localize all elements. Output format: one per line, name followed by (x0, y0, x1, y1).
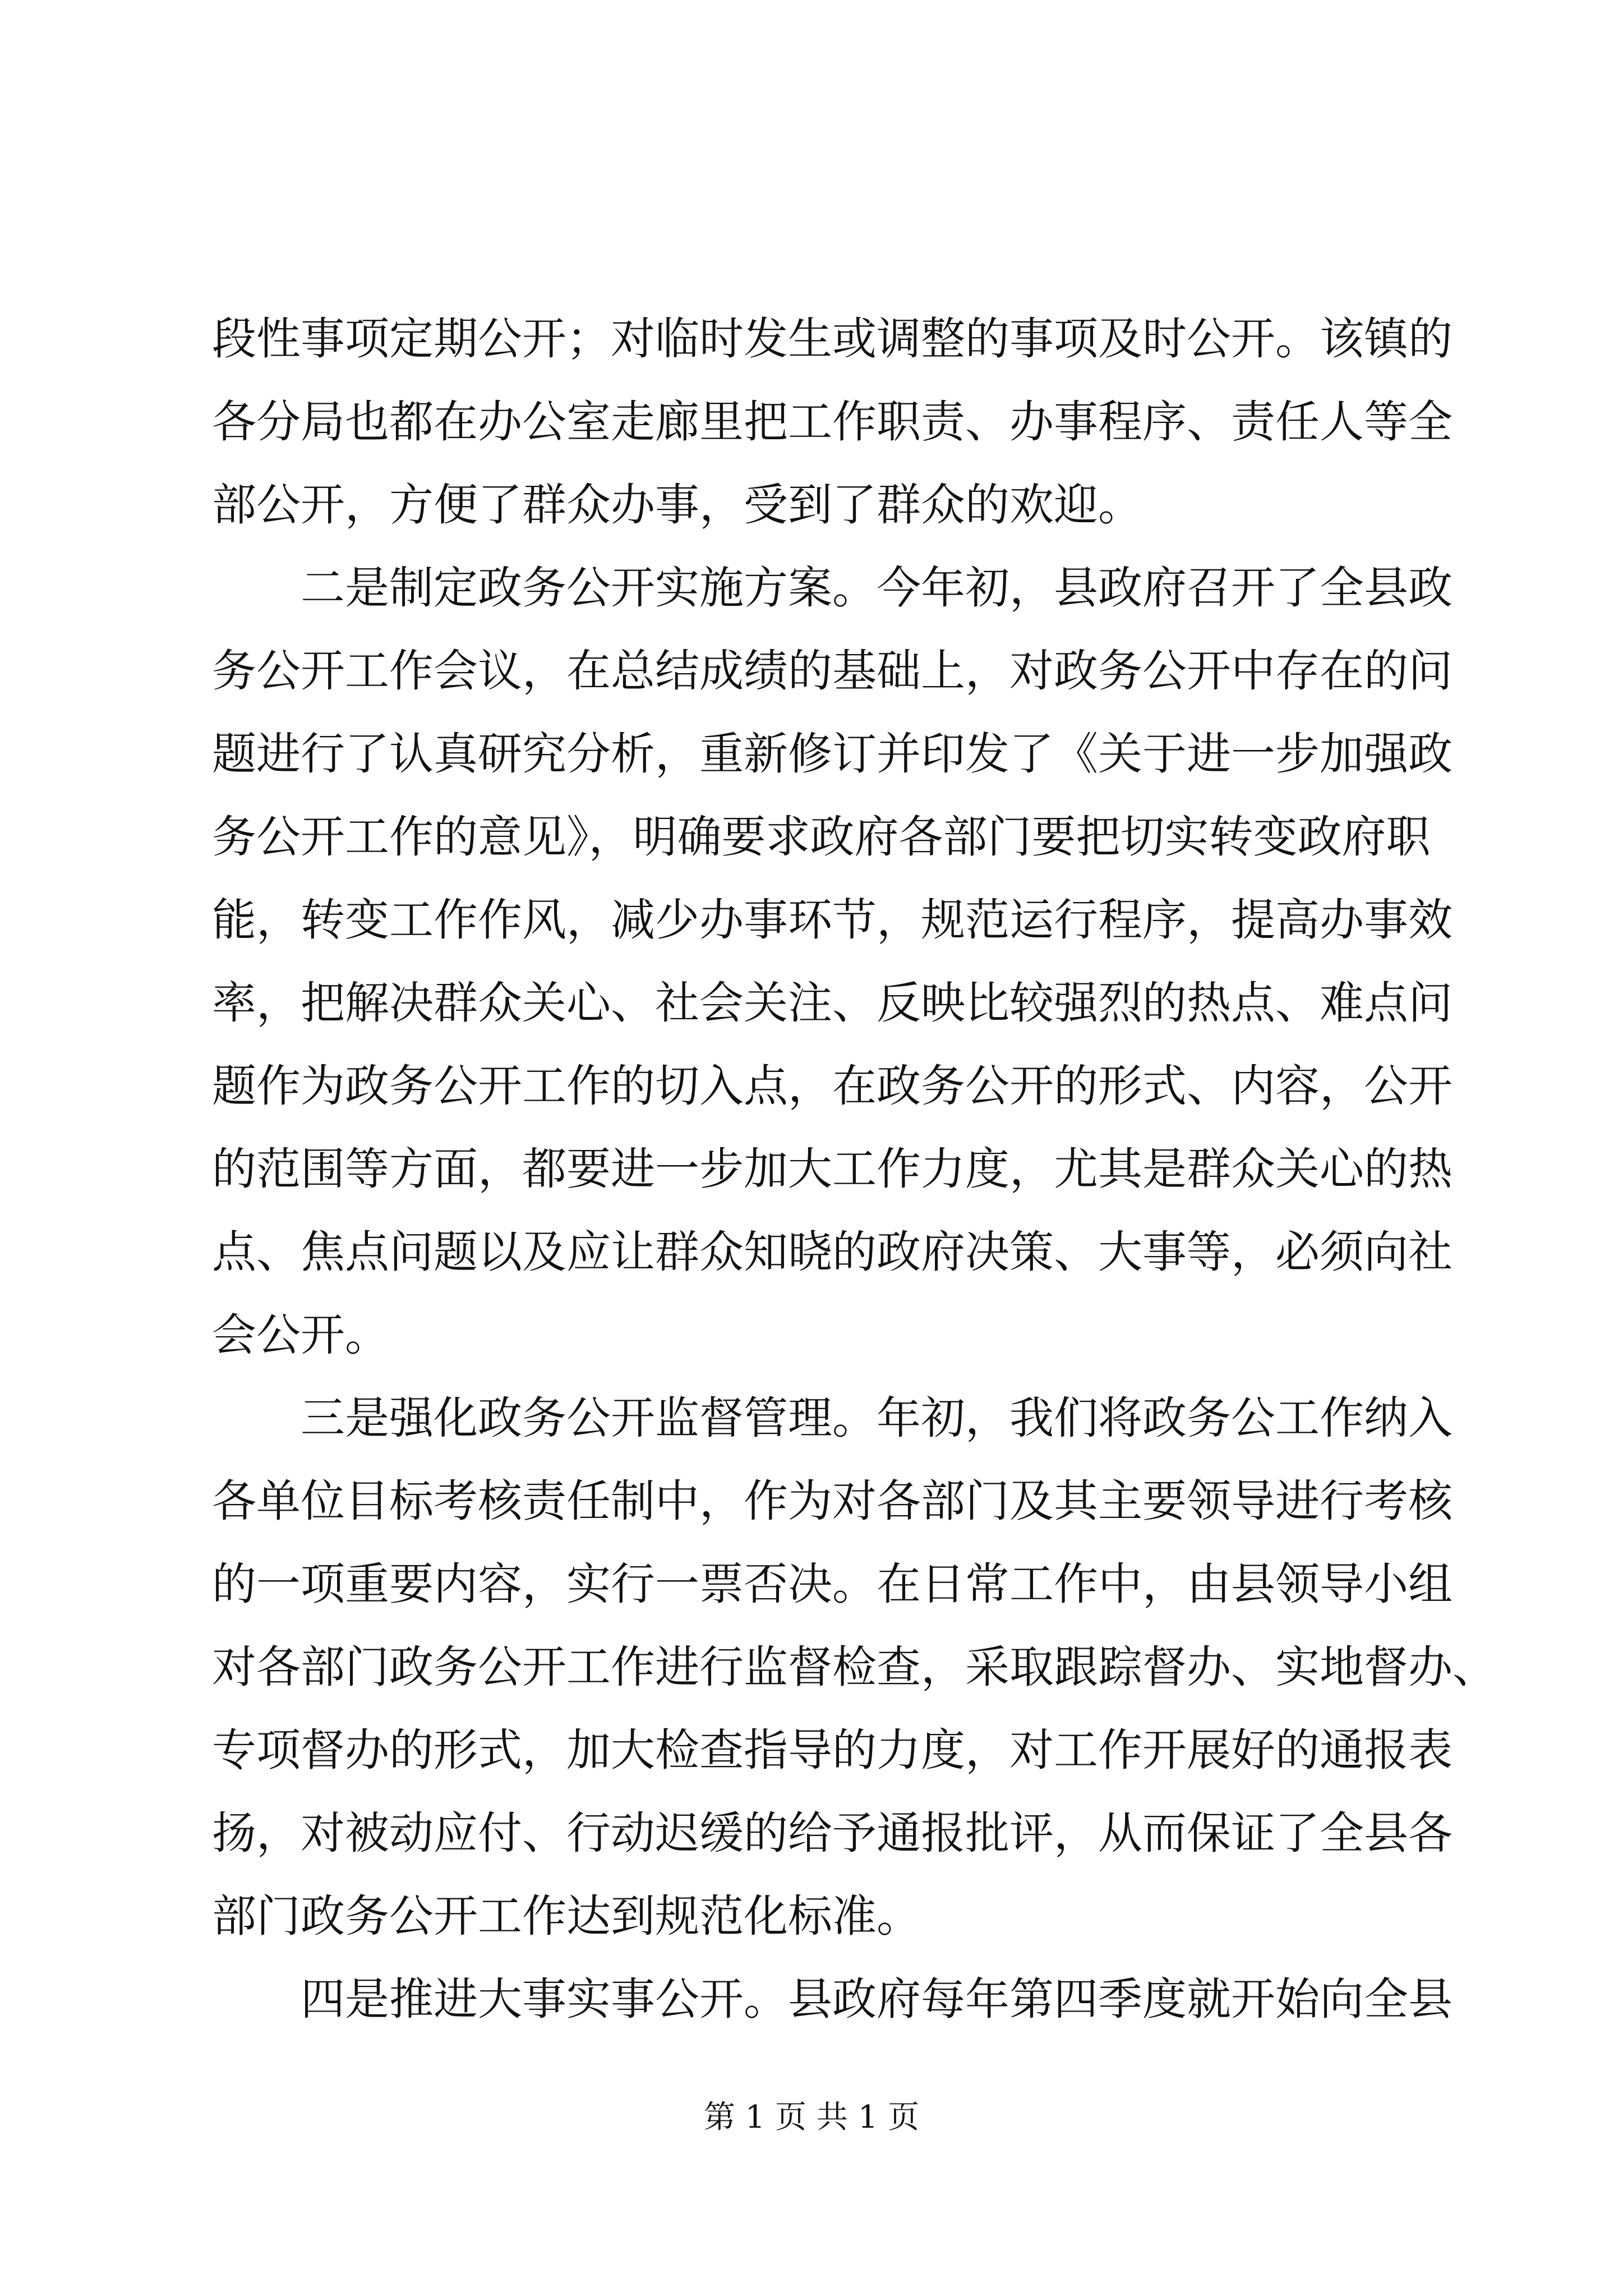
text-line: 题进行了认真研究分析，重新修订并印发了《关于进一步加强政 (212, 728, 1453, 780)
text-line: 的一项重要内容，实行一票否决。在日常工作中，由县领导小组 (212, 1558, 1453, 1610)
paragraph-start-line: 三是强化政务公开监督管理。年初，我们将政务公工作纳入 (301, 1392, 1453, 1444)
text-line: 各单位目标考核责任制中，作为对各部门及其主要领导进行考核 (212, 1475, 1453, 1527)
text-line: 题作为政务公开工作的切入点，在政务公开的形式、内容，公开 (212, 1060, 1453, 1112)
text-line: 部公开，方便了群众办事，受到了群众的欢迎。 (212, 479, 1142, 531)
page-number-footer: 第 1 页 共 1 页 (703, 2099, 920, 2136)
text-line: 扬，对被动应付、行动迟缓的给予通报批评，从而保证了全县各 (212, 1807, 1453, 1859)
text-line: 率，把解决群众关心、社会关注、反映比较强烈的热点、难点问 (212, 977, 1453, 1029)
text-line: 专项督办的形式，加大检查指导的力度，对工作开展好的通报表 (212, 1724, 1453, 1776)
text-line: 能，转变工作作风，减少办事环节，规范运行程序，提高办事效 (212, 894, 1453, 946)
text-line: 部门政务公开工作达到规范化标准。 (212, 1890, 921, 1942)
paragraph-start-line: 二是制定政务公开实施方案。今年初，县政府召开了全县政 (301, 562, 1453, 614)
text-line: 段性事项定期公开；对临时发生或调整的事项及时公开。该镇的 (212, 313, 1453, 365)
text-line: 务公开工作会议，在总结成绩的基础上，对政务公开中存在的问 (212, 645, 1453, 697)
text-line: 的范围等方面，都要进一步加大工作力度，尤其是群众关心的热 (212, 1143, 1453, 1195)
text-line: 各分局也都在办公室走廊里把工作职责、办事程序、责任人等全 (212, 396, 1453, 448)
text-line: 会公开。 (212, 1309, 389, 1361)
text-line: 点、焦点问题以及应让群众知晓的政府决策、大事等，必须向社 (212, 1226, 1453, 1278)
text-line: 对各部门政务公开工作进行监督检查，采取跟踪督办、实地督办、 (212, 1641, 1497, 1693)
document-body (212, 297, 1497, 2041)
paragraph-start-line: 四是推进大事实事公开。县政府每年第四季度就开始向全县 (301, 1973, 1453, 2025)
text-line: 务公开工作的意见》，明确要求政府各部门要把切实转变政府职 (212, 811, 1431, 863)
